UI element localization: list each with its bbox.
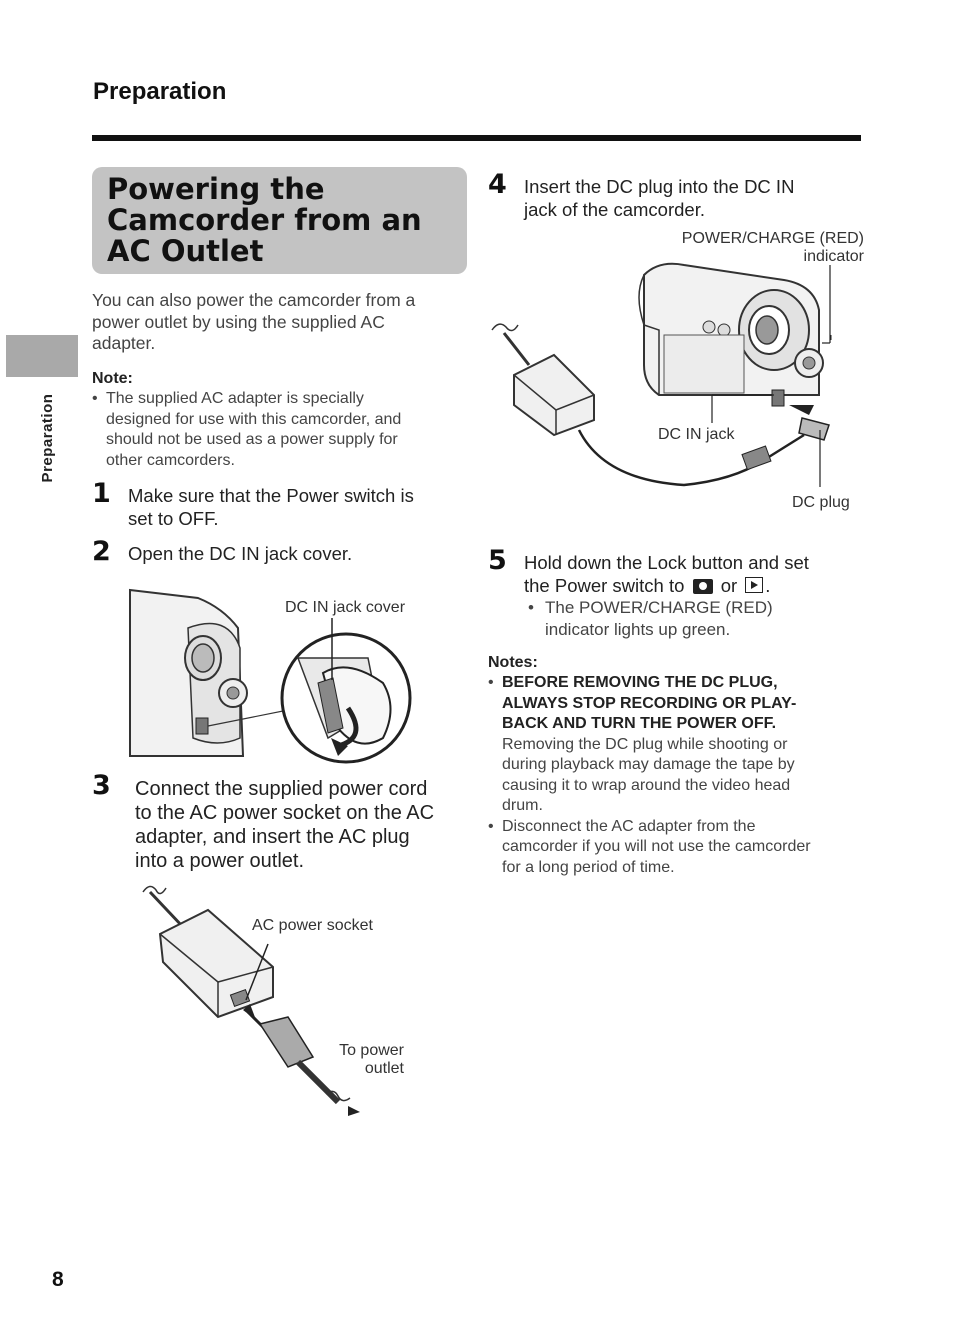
page-title-line: AC Outlet <box>107 234 264 268</box>
step-number: 3 <box>92 770 111 801</box>
notes-line: Disconnect the AC adapter from the <box>502 817 756 835</box>
section-heading: Preparation <box>93 78 227 105</box>
caption-ac-power-socket: AC power socket <box>252 917 373 934</box>
side-tab <box>6 335 78 377</box>
playback-mode-icon <box>745 577 763 593</box>
step-4-text <box>524 175 864 221</box>
intro-line: power outlet by using the supplied AC <box>92 311 385 332</box>
caption-dc-in-jack: DC IN jack <box>658 426 735 443</box>
step-5-sub-bullet <box>528 597 848 640</box>
page-title <box>107 174 422 267</box>
notes-line: during playback may damage the tape by <box>502 756 795 773</box>
page-title-box <box>92 167 467 274</box>
sub-bullet-line: indicator lights up green. <box>545 619 731 639</box>
step-line: set to OFF. <box>128 508 219 529</box>
header-rule <box>92 135 861 141</box>
step-2-text: Open the DC IN jack cover. <box>128 543 353 564</box>
caption-dc-plug: DC plug <box>792 494 850 511</box>
note-bullet <box>92 389 462 471</box>
step-line: Hold down the Lock button and set <box>524 552 809 573</box>
step-line: Insert the DC plug into the DC IN <box>524 176 795 197</box>
bullet-mark: • <box>488 674 494 691</box>
notes-line: camcorder if you will not use the camcorder <box>502 838 811 855</box>
bullet-mark: • <box>92 390 98 407</box>
step-number: 1 <box>92 478 111 509</box>
note-line: The supplied AC adapter is specially <box>106 390 364 407</box>
caption-line: indicator <box>803 248 864 265</box>
notes-line-bold: BEFORE REMOVING THE DC PLUG, <box>502 674 778 691</box>
intro-paragraph <box>92 290 462 355</box>
step-line: Make sure that the Power switch is <box>128 485 414 506</box>
step-line: into a power outlet. <box>135 850 304 872</box>
caption-line: outlet <box>364 1060 404 1077</box>
step-line-part: the Power switch to <box>524 575 685 596</box>
page-title-line: Camcorder from an <box>107 203 422 237</box>
caption-to-power-outlet <box>333 1042 404 1078</box>
step-1-text <box>128 484 458 530</box>
step-line: Connect the supplied power cord <box>135 778 428 800</box>
notes-line: drum. <box>502 797 543 814</box>
notes-item <box>488 673 858 817</box>
step-line <box>524 574 864 597</box>
page-title-line: Powering the <box>107 172 325 206</box>
step-5-text <box>524 551 864 597</box>
notes-line: causing it to wrap around the video head <box>502 776 791 794</box>
note-line: designed for use with this camcorder, and <box>106 410 402 428</box>
bullet-mark: • <box>528 598 534 617</box>
caption-dc-in-jack-cover: DC IN jack cover <box>285 599 406 616</box>
step-3-text <box>135 777 465 873</box>
notes-line-bold: ALWAYS STOP RECORDING OR PLAY- <box>502 694 797 712</box>
camcorder-dc-plug-illustration <box>484 255 864 495</box>
step-number: 2 <box>92 536 111 567</box>
intro-line: You can also power the camcorder from a <box>92 290 416 310</box>
side-tab-label: Preparation <box>39 393 56 483</box>
page-number: 8 <box>52 1268 64 1291</box>
step-line: to the AC power socket on the AC <box>135 802 435 824</box>
notes-line: Removing the DC plug while shooting or <box>502 735 788 753</box>
camera-mode-icon <box>693 579 713 594</box>
step-number: 5 <box>488 545 507 576</box>
notes-line-bold: BACK AND TURN THE POWER OFF. <box>502 715 777 732</box>
note-line: other camcorders. <box>106 451 235 469</box>
step-number: 4 <box>488 169 507 200</box>
notes-heading: Notes: <box>488 654 538 671</box>
caption-line: POWER/CHARGE (RED) <box>681 230 864 247</box>
sub-bullet-line: The POWER/CHARGE (RED) <box>545 598 773 617</box>
notes-item <box>488 817 858 879</box>
step-line: jack of the camcorder. <box>524 199 705 220</box>
intro-line: adapter. <box>92 333 156 353</box>
notes-list <box>488 673 858 878</box>
caption-line: To power <box>339 1042 404 1059</box>
note-line: should not be used as a power supply for <box>106 431 398 448</box>
step-line: adapter, and insert the AC plug <box>135 826 410 848</box>
bullet-mark: • <box>488 817 494 835</box>
step-line-part: . <box>765 575 771 596</box>
notes-line: for a long period of time. <box>502 858 675 876</box>
step-line-part: or <box>720 575 738 596</box>
note-heading: Note: <box>92 370 133 387</box>
